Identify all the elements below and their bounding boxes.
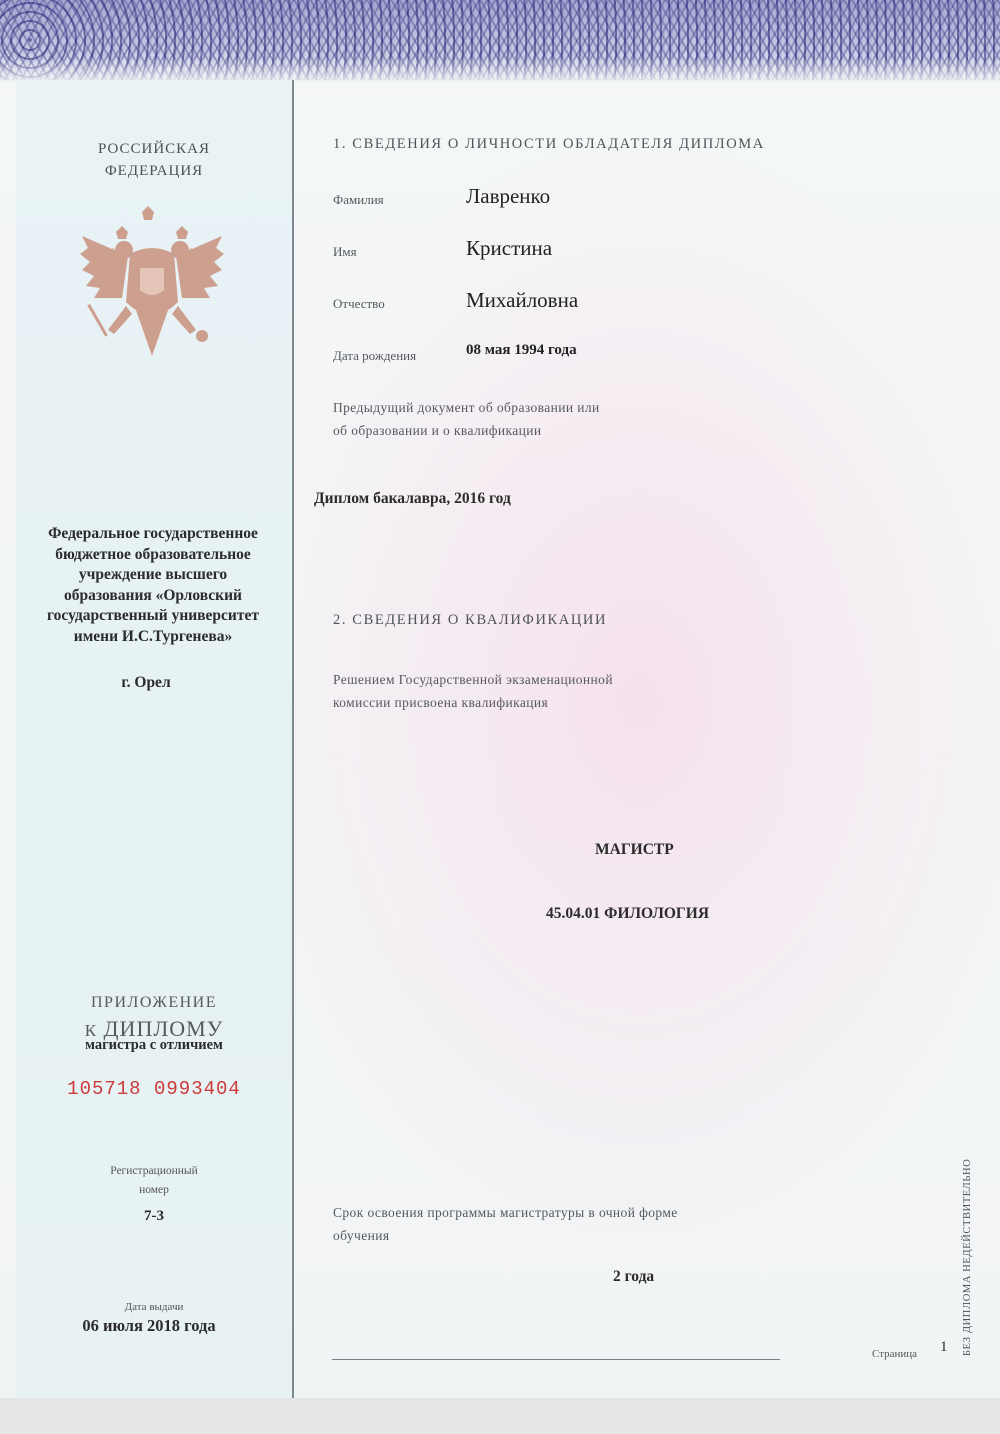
qualification-section-title: 2. СВЕДЕНИЯ О КВАЛИФИКАЦИИ [333,612,608,628]
serial-number: 105718 0993404 [67,1078,241,1100]
specialty-value: 45.04.01 ФИЛОЛОГИЯ [546,905,710,922]
country-name: РОССИЙСКАЯ ФЕДЕРАЦИЯ [97,141,211,179]
dob-label: Дата рождения [333,348,417,363]
qualification-decision-text: Решением Государственной экзаменационной комиссии присвоена квалификация [333,672,613,710]
patronymic-label: Отчество [333,296,385,311]
surname-value: Лавренко [466,184,551,208]
to-word: К [84,1021,98,1040]
dob-value: 08 мая 1994 года [466,342,577,358]
vertical-validity-note [960,1080,976,1360]
surname-label: Фамилия [333,192,384,207]
diploma-word: ДИПЛОМУ [103,1016,224,1041]
registration-label: Регистрационный номер [110,1165,198,1196]
page-label: Страница [872,1348,918,1360]
bottom-strip [0,1398,1000,1434]
appendix-heading: ПРИЛОЖЕНИЕ [90,994,217,1011]
signature-line [332,1359,780,1360]
column-divider [292,80,294,1398]
name-label: Имя [333,244,357,259]
personal-section-title: 1. СВЕДЕНИЯ О ЛИЧНОСТИ ОБЛАДАТЕЛЯ ДИПЛОМА [333,136,765,152]
coat-of-arms-icon [78,206,226,362]
diploma-type: магистра с отличием [85,1037,223,1053]
patronymic-value: Михайловна [466,288,579,312]
page-number: 1 [940,1339,948,1355]
qualification-value: МАГИСТР [595,841,674,858]
previous-document-value: Диплом бакалавра, 2016 год [314,490,511,507]
study-duration-value: 2 года [613,1268,655,1285]
vertical-note-text: БЕЗ ДИПЛОМА НЕДЕЙСТВИТЕЛЬНО [962,1158,973,1356]
name-value: Кристина [466,236,553,260]
university-name: Федеральное государственное бюджетное образовательное учреждение высшего образования «Орловский государственный университет имени И.С.Тургенева» [47,525,259,645]
previous-document-label: Предыдущий документ об образовании или об образовании и о квалификации [333,400,600,438]
pattern-fade [0,58,1000,82]
issue-date-label: Дата выдачи [124,1301,184,1313]
issue-date: 06 июля 2018 года [82,1316,216,1335]
city: г. Орел [121,674,171,691]
study-duration-label: Срок освоения программы магистратуры в очной форме обучения [333,1205,678,1243]
registration-number: 7-3 [144,1208,164,1224]
